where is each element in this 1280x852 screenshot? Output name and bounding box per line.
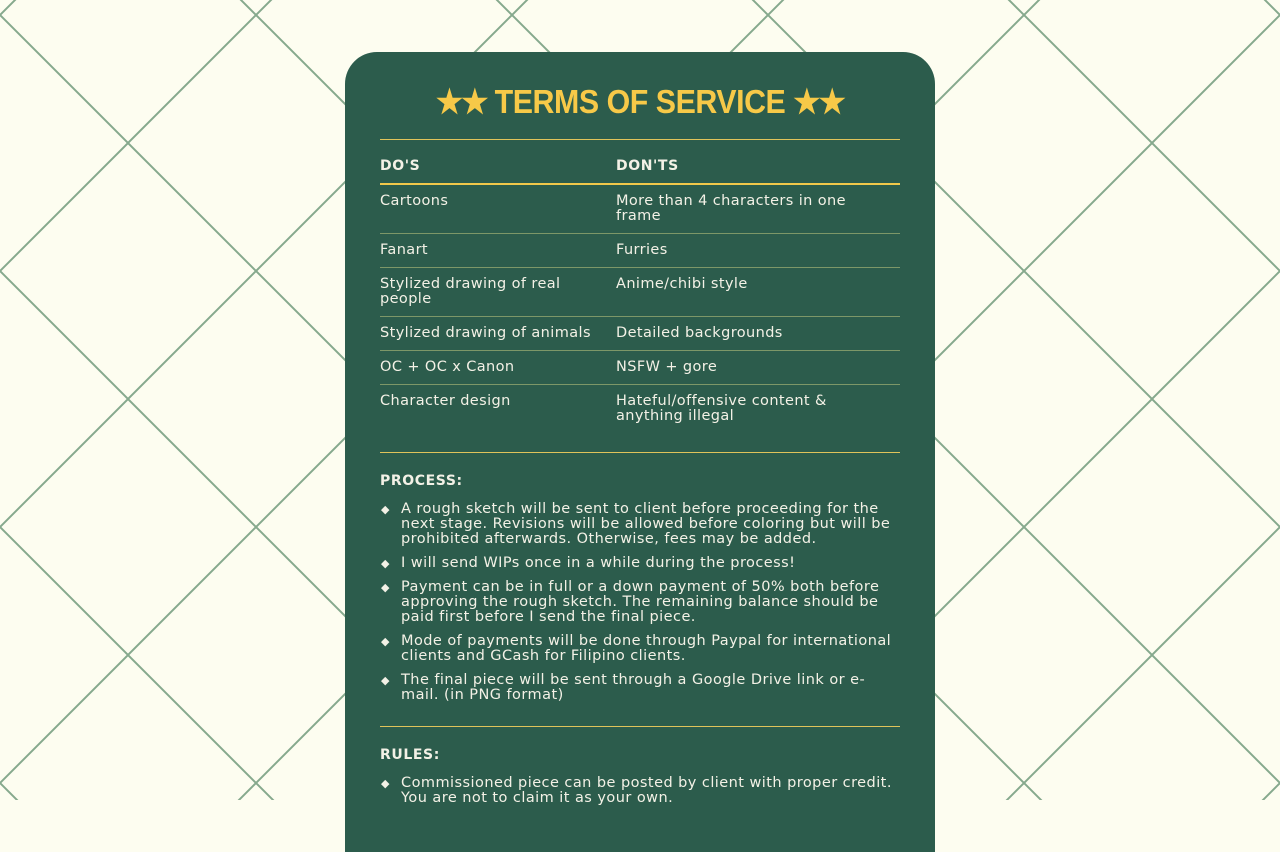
table-row [380,184,900,234]
section-title-process: PROCESS: [380,473,463,489]
column-header-donts: DON'TS [616,158,900,184]
do-cell: Character design [380,393,511,409]
rules-section [380,747,900,806]
star-icon: ★★ [435,83,487,120]
diamond-bullet-icon: ◆ [381,635,390,648]
star-icon: ★★ [793,83,845,120]
process-section [380,473,900,726]
dont-cell: Furries [616,234,900,268]
dont-cell: Hateful/offensive content & anything illegal [616,393,827,424]
divider [380,139,900,140]
terms-of-service-card [345,52,935,852]
list-item: ◆ Commissioned piece can be posted by client with proper credit. You are not to claim it as your own. [381,775,892,806]
list-item: ◆ Mode of payments will be done through Paypal for international clients and GCash for Filipino clients. [381,633,892,664]
dont-cell: Anime/chibi style [616,268,900,317]
dont-cell: NSFW + gore [616,351,900,385]
rules-list [380,776,900,806]
dos-donts-table [380,158,900,452]
list-item: ◆ The final piece will be sent through a Google Drive link or e-mail. (in PNG format) [381,672,866,703]
list-item: ◆ A rough sketch will be sent to client before proceeding for the next stage. Revisions will be allowed before coloring but will be prohibited afterwards. Otherwise, fees may be added. [381,501,891,547]
table-row [380,351,900,385]
diamond-bullet-icon: ◆ [381,581,390,594]
table-row [380,317,900,351]
divider [380,452,900,453]
table-row [380,268,900,317]
list-item: ◆ I will send WIPs once in a while during the process! [381,555,796,571]
do-cell: OC + OC x Canon [380,351,616,385]
column-header-dos: DO'S [380,158,616,184]
title-text: TERMS OF SERVICE [494,83,786,120]
dont-cell: Detailed backgrounds [616,317,900,351]
diamond-bullet-icon: ◆ [381,503,390,516]
process-list [380,502,900,703]
do-cell: Cartoons [380,184,616,234]
table-row [380,385,900,453]
diamond-bullet-icon: ◆ [381,557,390,570]
do-cell: Stylized drawing of animals [380,317,616,351]
diamond-bullet-icon: ◆ [381,674,390,687]
section-title-rules: RULES: [380,747,440,763]
divider [380,726,900,727]
dont-cell: More than 4 characters in one frame [616,184,900,234]
do-cell: Fanart [380,234,616,268]
diamond-bullet-icon: ◆ [381,777,390,790]
table-row [380,234,900,268]
do-cell: Stylized drawing of real people [380,268,616,317]
list-item: ◆ Payment can be in full or a down payment of 50% both before approving the rough sketch. The remaining balance should be paid first before I send the final piece. [381,579,880,625]
page-title [401,52,879,122]
